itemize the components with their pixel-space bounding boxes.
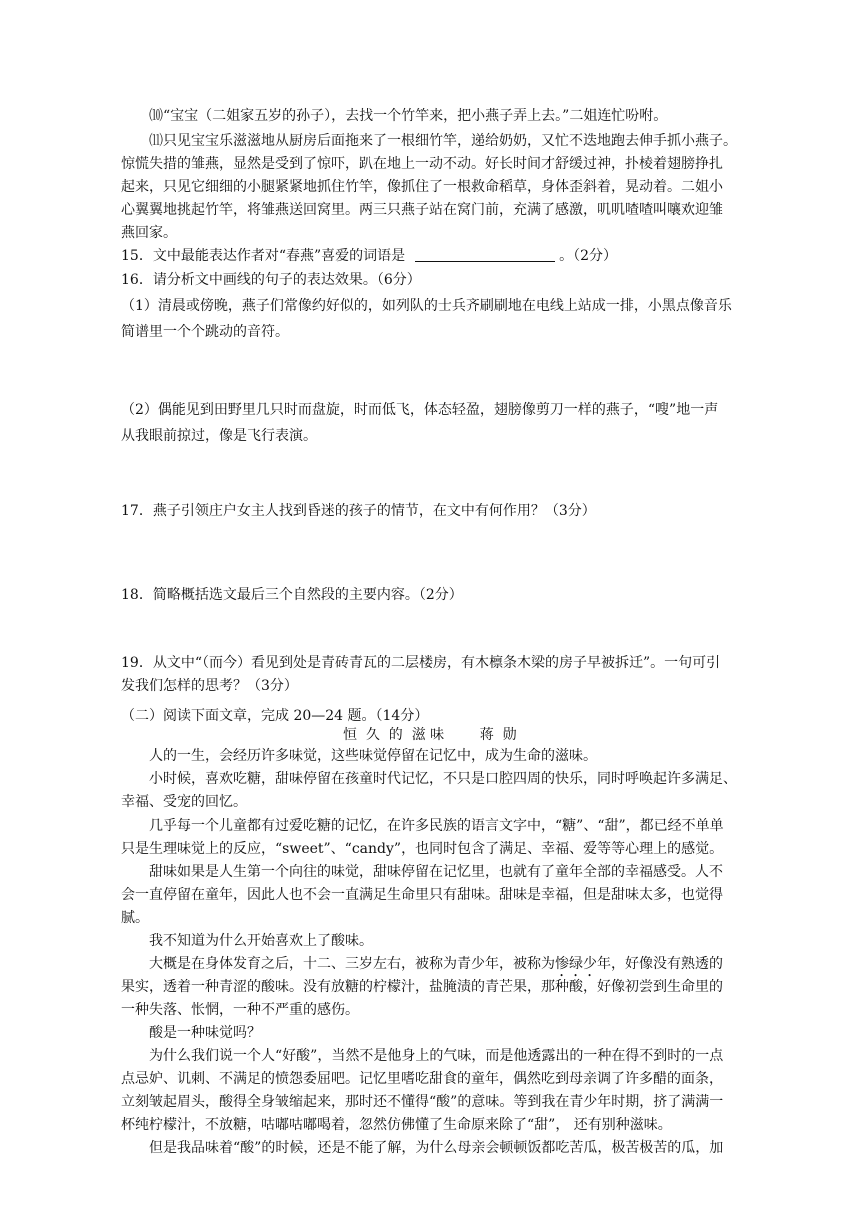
article-paragraph: 杯纯柠檬汁，不放糖，咕嘟咕嘟喝着，忽然仿佛懂了生命原来除了“甜”， 还有别种滋味。	[121, 1117, 672, 1133]
question-16: 16．请分析文中画线的句子的表达效果。（6分）	[121, 272, 421, 288]
question-16-sentence-2: 从我眼前掠过，像是飞行表演。	[121, 428, 317, 444]
article-paragraph: 人的一生，会经历许多味觉，这些味觉停留在记忆中，成为生命的滋味。	[149, 748, 597, 764]
article-title: 恒 久 的 滋 味	[343, 727, 445, 743]
article-paragraph: 果实，透着一种青涩的酸味。没有放糖的柠檬汁，盐腌渍的青芒果，那种酸，好像初尝到生命里的	[121, 979, 723, 995]
article-paragraph: 但是我品味着“酸”的时候，还是不能了解，为什么母亲会顿顿饭都吃苦瓜，极苦极苦的瓜，加	[149, 1140, 724, 1156]
paragraph-11-line: 心翼翼地挑起竹竿，将雏燕送回窝里。两三只燕子站在窝门前，充满了感激，叽叽喳喳叫嚷欢迎雏	[121, 202, 723, 218]
answer-blank[interactable]	[415, 247, 555, 262]
article-paragraph: 点忌妒、讥刺、不满足的愤怨委屈吧。记忆里嗜吃甜食的童年，偶然吃到母亲调了许多醋的面条，	[121, 1071, 723, 1087]
article-paragraph: 立刻皱起眉头，酸得全身皱缩起来，那时还不懂得“酸”的意味。等到我在青少年时期，挤了满满一	[121, 1094, 724, 1110]
article-author: 蒋 勋	[479, 727, 517, 743]
article-paragraph: 小时候，喜欢吃糖，甜味停留在孩童时代记忆，不只是口腔四周的快乐，同时呼唤起许多满足、	[149, 771, 737, 787]
article-paragraph: 一种失落、怅惘，一种不严重的感伤。	[121, 1002, 359, 1018]
question-15-score: 。（2分）	[559, 248, 618, 264]
question-16-sentence-1: （1）清晨或傍晚，燕子们常像约好似的，如列队的士兵齐刷刷地在电线上站成一排，小黑点像音乐	[121, 298, 732, 314]
paragraph-11-line: ⑾只见宝宝乐滋滋地从厨房后面拖来了一根细竹竿，递给奶奶，又忙不迭地跑去伸手抓小燕子。	[149, 133, 737, 149]
section-heading: （二）阅读下面文章，完成 20—24 题。（14分）	[121, 708, 429, 724]
question-16-sentence-1: 简谱里一个个跳动的音符。	[121, 324, 289, 340]
article-paragraph: 只是生理味觉上的反应，“sweet”、“candy”，也同时包含了满足、幸福、爱等等心理上的感觉。	[121, 841, 724, 857]
article-text: 年，好像没有熟透的	[597, 956, 723, 972]
question-16-sentence-2: （2）偶能见到田野里几只时而盘旋，时而低飞，体态轻盈，翅膀像剪刀一样的燕子，“嗖”地一声	[121, 402, 719, 418]
article-paragraph: 酸是一种味觉吗？	[149, 1025, 261, 1041]
article-text: 大概是在身体发育之后，十二、三岁左右，被称为青少年，被称为	[149, 956, 555, 972]
article-paragraph: 为什么我们说一个人“好酸”，当然不是他身上的气味，而是他透露出的一种在得不到时的一点	[149, 1048, 724, 1064]
article-paragraph: 甜味如果是人生第一个向往的味觉，甜味停留在记忆里，也就有了童年全部的幸福感受。人不	[149, 864, 723, 880]
paragraph-10: ⑽“宝宝（二姐家五岁的孙子），去找一个竹竿来，把小燕子弄上去。”二姐连忙吩咐。	[149, 108, 668, 124]
article-title-line	[343, 725, 517, 745]
paragraph-11-line: 起来，只见它细细的小腿紧紧地抓住竹竿，像抓住了一根救命稻草，身体歪斜着，晃动着。二姐小	[121, 179, 723, 195]
question-19: 19．从文中“（而今）看见到处是青砖青瓦的二层楼房，有木檩条木梁的房子早被拆迁”。一句可引	[121, 655, 721, 671]
article-paragraph: 腻。	[121, 910, 149, 926]
question-17: 17．燕子引领庄户女主人找到昏迷的孩子的情节，在文中有何作用？（3分）	[121, 503, 596, 519]
emphasized-phrase: 惨绿少	[555, 956, 597, 972]
article-paragraph: 几乎每一个儿童都有过爱吃糖的记忆，在许多民族的语言文字中，“糖”、“甜”，都已经不单单	[149, 818, 724, 834]
article-paragraph: 幸福、受宠的回忆。	[121, 794, 247, 810]
question-19: 发我们怎样的思考？（3分）	[121, 678, 298, 694]
question-15	[121, 246, 617, 266]
article-paragraph: 我不知道为什么开始喜欢上了酸味。	[149, 933, 373, 949]
question-18: 18．简略概括选文最后三个自然段的主要内容。（2分）	[121, 587, 463, 603]
paragraph-11-line: 燕回家。	[121, 225, 177, 241]
question-15-text: 15．文中最能表达作者对“春燕”喜爱的词语是	[121, 248, 406, 264]
paragraph-11-line: 惊慌失措的雏燕，显然是受到了惊吓，趴在地上一动不动。好长时间才舒缓过神，扑棱着翅膀挣扎	[121, 156, 723, 172]
article-paragraph: 会一直停留在童年，因此人也不会一直满足生命里只有甜味。甜味是幸福，但是甜味太多，也觉得	[121, 887, 723, 903]
